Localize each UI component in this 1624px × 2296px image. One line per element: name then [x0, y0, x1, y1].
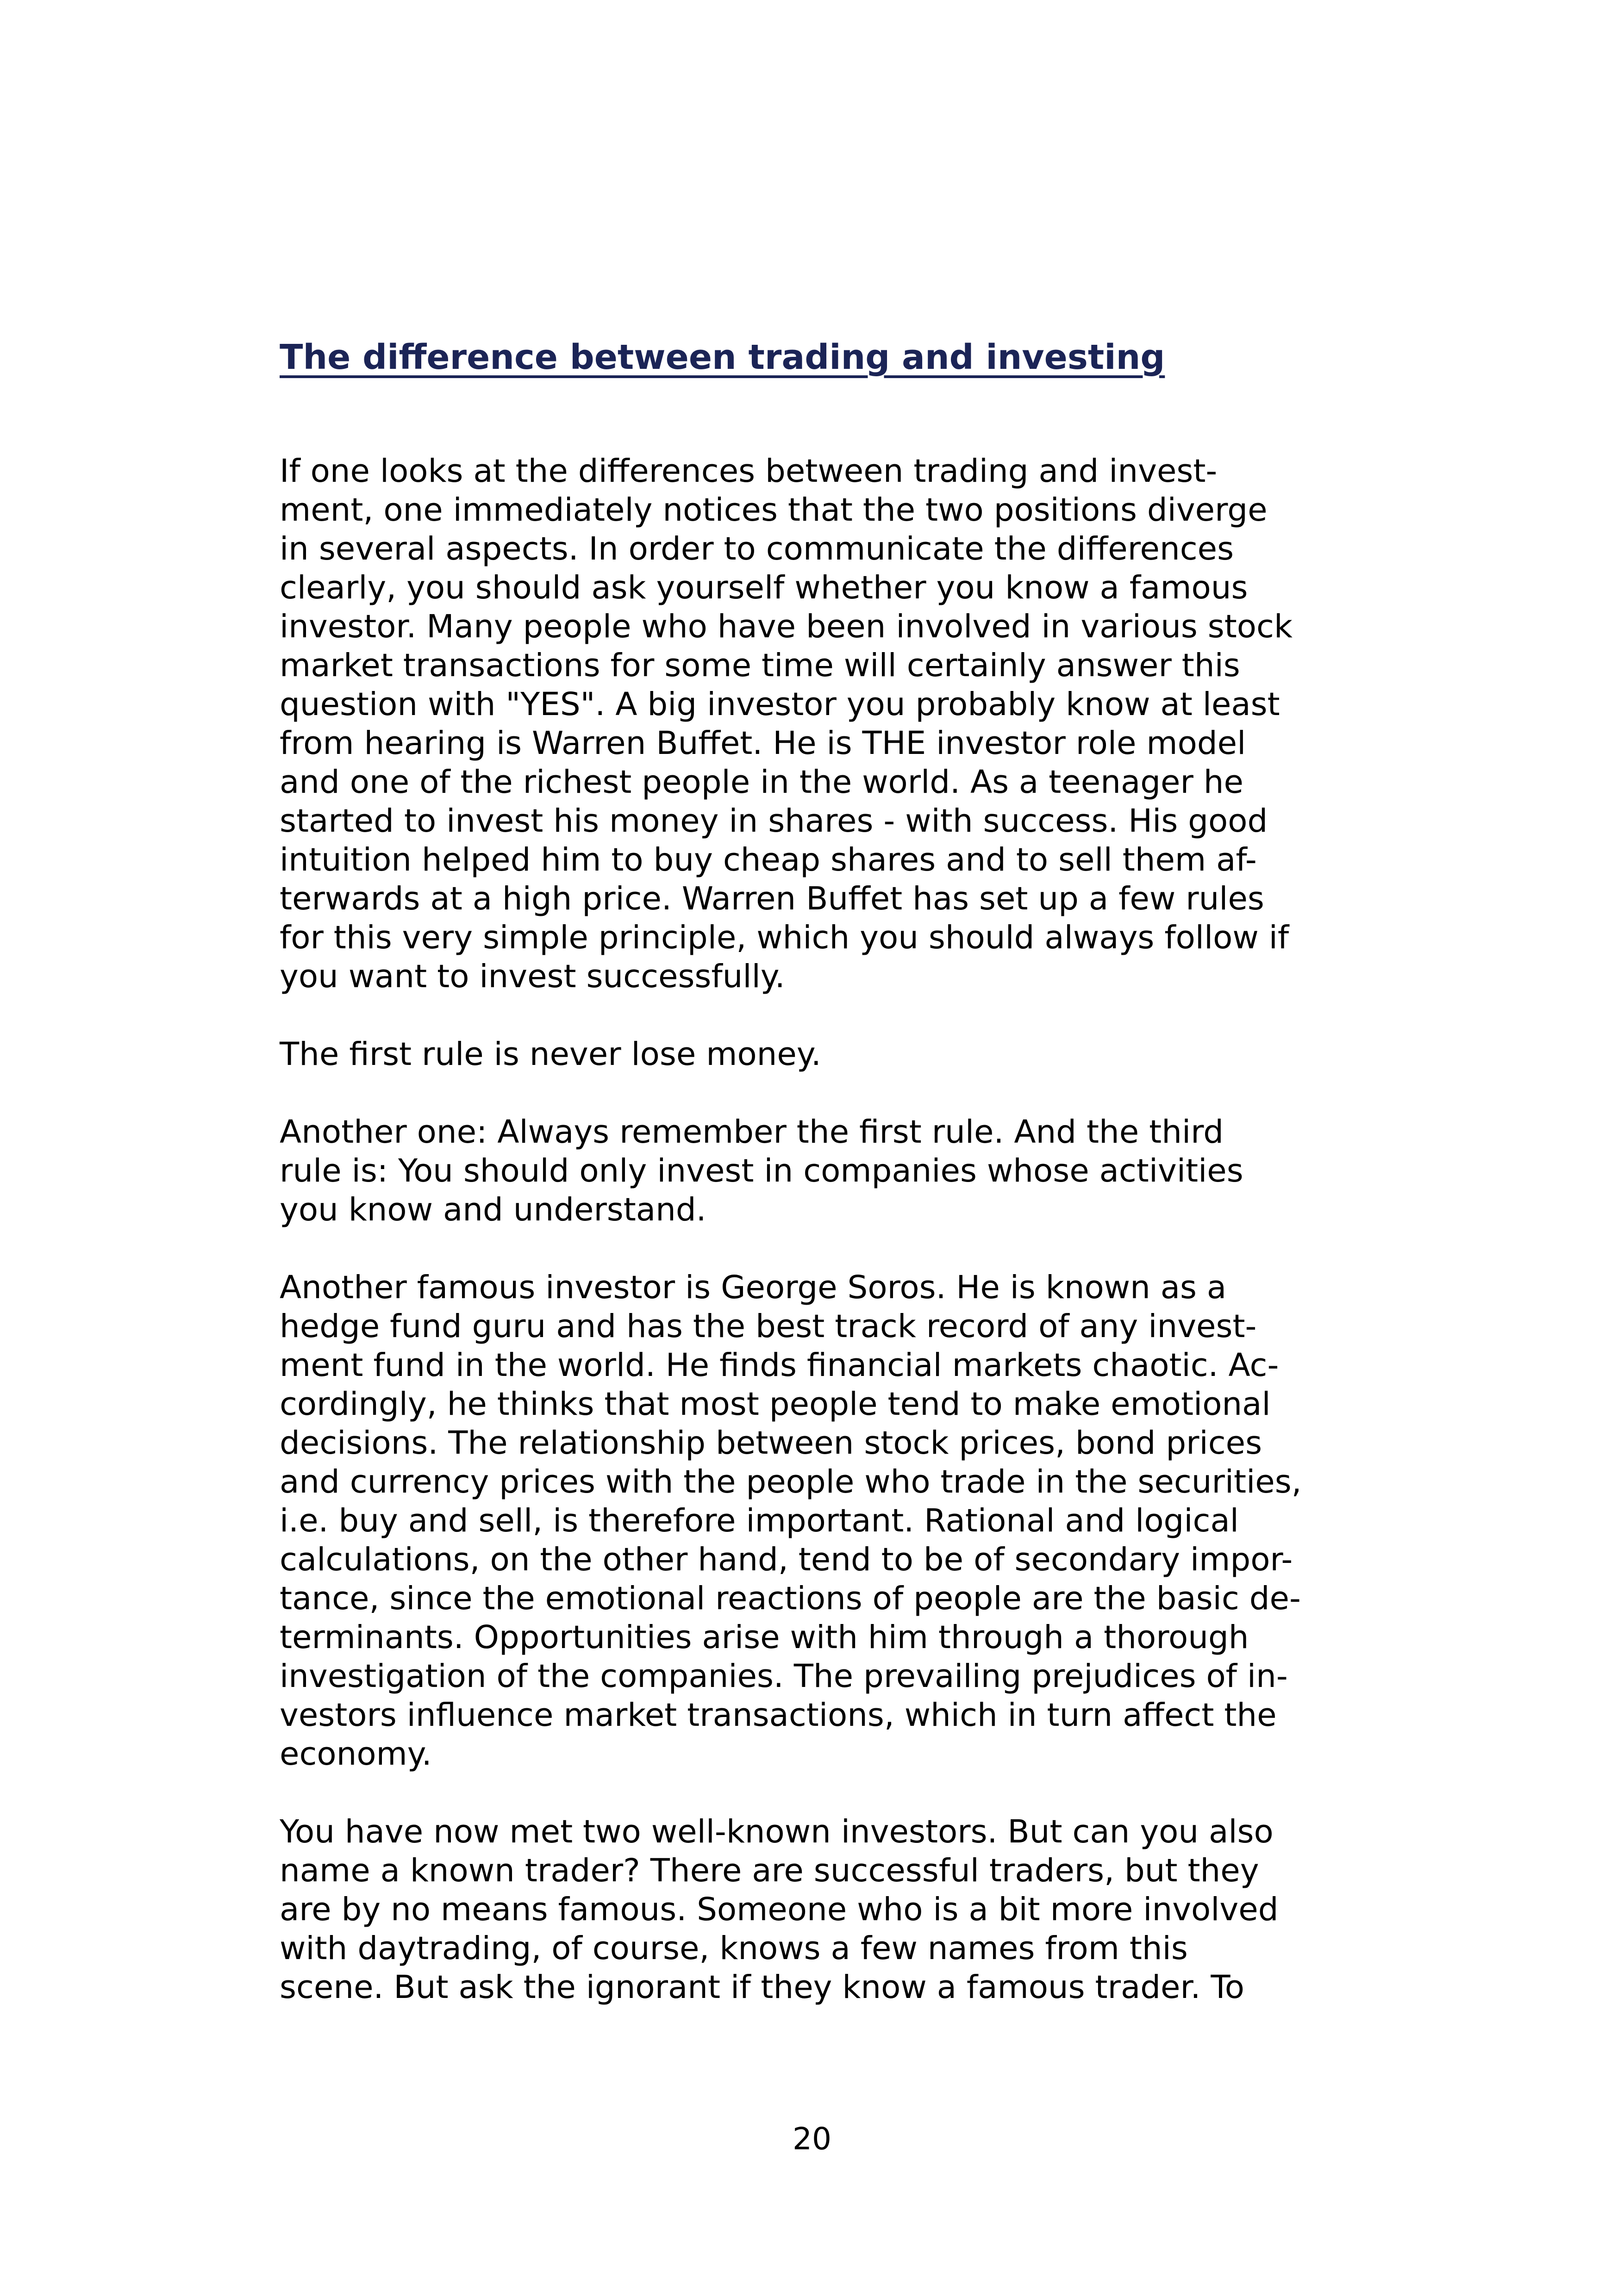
paragraph-line: You have now met two well-known investors. But can you also	[280, 1813, 1274, 1850]
paragraph-line: economy.	[280, 1736, 432, 1773]
paragraph-line: market transactions for some time will certainly answer this	[280, 647, 1240, 684]
paragraph-line: Another one: Always remember the first rule. And the third	[280, 1114, 1224, 1151]
page-number: 20	[793, 2121, 831, 2157]
paragraph-line: The first rule is never lose money.	[280, 1036, 821, 1073]
paragraph-line: If one looks at the differences between trading and invest-	[280, 453, 1218, 490]
paragraph-line: and currency prices with the people who trade in the securities,	[280, 1463, 1302, 1500]
paragraph	[280, 1268, 1363, 1773]
body-text	[280, 452, 1363, 2007]
section-heading: The difference between trading and investing	[280, 337, 1165, 377]
paragraph-line: ment, one immediately notices that the two positions diverge	[280, 492, 1268, 529]
paragraph-line: with daytrading, of course, knows a few names from this	[280, 1930, 1188, 1967]
paragraph-line: are by no means famous. Someone who is a bit more involved	[280, 1891, 1279, 1928]
paragraph-line: hedge fund guru and has the best track record of any invest-	[280, 1308, 1257, 1345]
paragraph-line: for this very simple principle, which you should always follow if	[280, 919, 1289, 956]
paragraph-line: and one of the richest people in the world. As a teenager he	[280, 764, 1243, 801]
paragraph-line: Another famous investor is George Soros. He is known as a	[280, 1269, 1227, 1306]
paragraph-line: terminants. Opportunities arise with him through a thorough	[280, 1619, 1249, 1656]
paragraph	[280, 1812, 1363, 2007]
paragraph-line: terwards at a high price. Warren Buffet has set up a few rules	[280, 880, 1264, 917]
paragraph-line: in several aspects. In order to communicate the differences	[280, 530, 1234, 567]
paragraph	[280, 1035, 1363, 1074]
page-content	[280, 334, 1363, 2006]
paragraph-line: clearly, you should ask yourself whether you know a famous	[280, 569, 1248, 606]
paragraph-line: intuition helped him to buy cheap shares and to sell them af-	[280, 841, 1257, 878]
paragraph-line: cordingly, he thinks that most people tend to make emotional	[280, 1386, 1271, 1423]
paragraph-line: decisions. The relationship between stock prices, bond prices	[280, 1425, 1262, 1462]
paragraph	[280, 452, 1363, 996]
paragraph-line: calculations, on the other hand, tend to be of secondary impor-	[280, 1541, 1293, 1578]
paragraph-line: i.e. buy and sell, is therefore important. Rational and logical	[280, 1502, 1239, 1539]
paragraph-line: tance, since the emotional reactions of people are the basic de-	[280, 1580, 1301, 1617]
paragraph-line: you know and understand.	[280, 1191, 706, 1228]
paragraph-line: ment fund in the world. He finds financial markets chaotic. Ac-	[280, 1347, 1279, 1384]
paragraph	[280, 1113, 1363, 1229]
paragraph-line: scene. But ask the ignorant if they know a famous trader. To	[280, 1969, 1245, 2006]
paragraph-line: vestors influence market transactions, which in turn affect the	[280, 1697, 1277, 1734]
paragraph-line: started to invest his money in shares - with success. His good	[280, 803, 1268, 840]
paragraph-line: question with "YES". A big investor you probably know at least	[280, 686, 1280, 723]
paragraph-line: investor. Many people who have been involved in various stock	[280, 608, 1293, 645]
paragraph-line: from hearing is Warren Buffet. He is THE investor role model	[280, 725, 1246, 762]
paragraph-line: rule is: You should only invest in companies whose activities	[280, 1152, 1243, 1189]
paragraph-line: investigation of the companies. The prevailing prejudices of in-	[280, 1658, 1288, 1695]
paragraph-line: name a known trader? There are successful traders, but they	[280, 1852, 1259, 1889]
paragraph-line: you want to invest successfully.	[280, 958, 785, 995]
